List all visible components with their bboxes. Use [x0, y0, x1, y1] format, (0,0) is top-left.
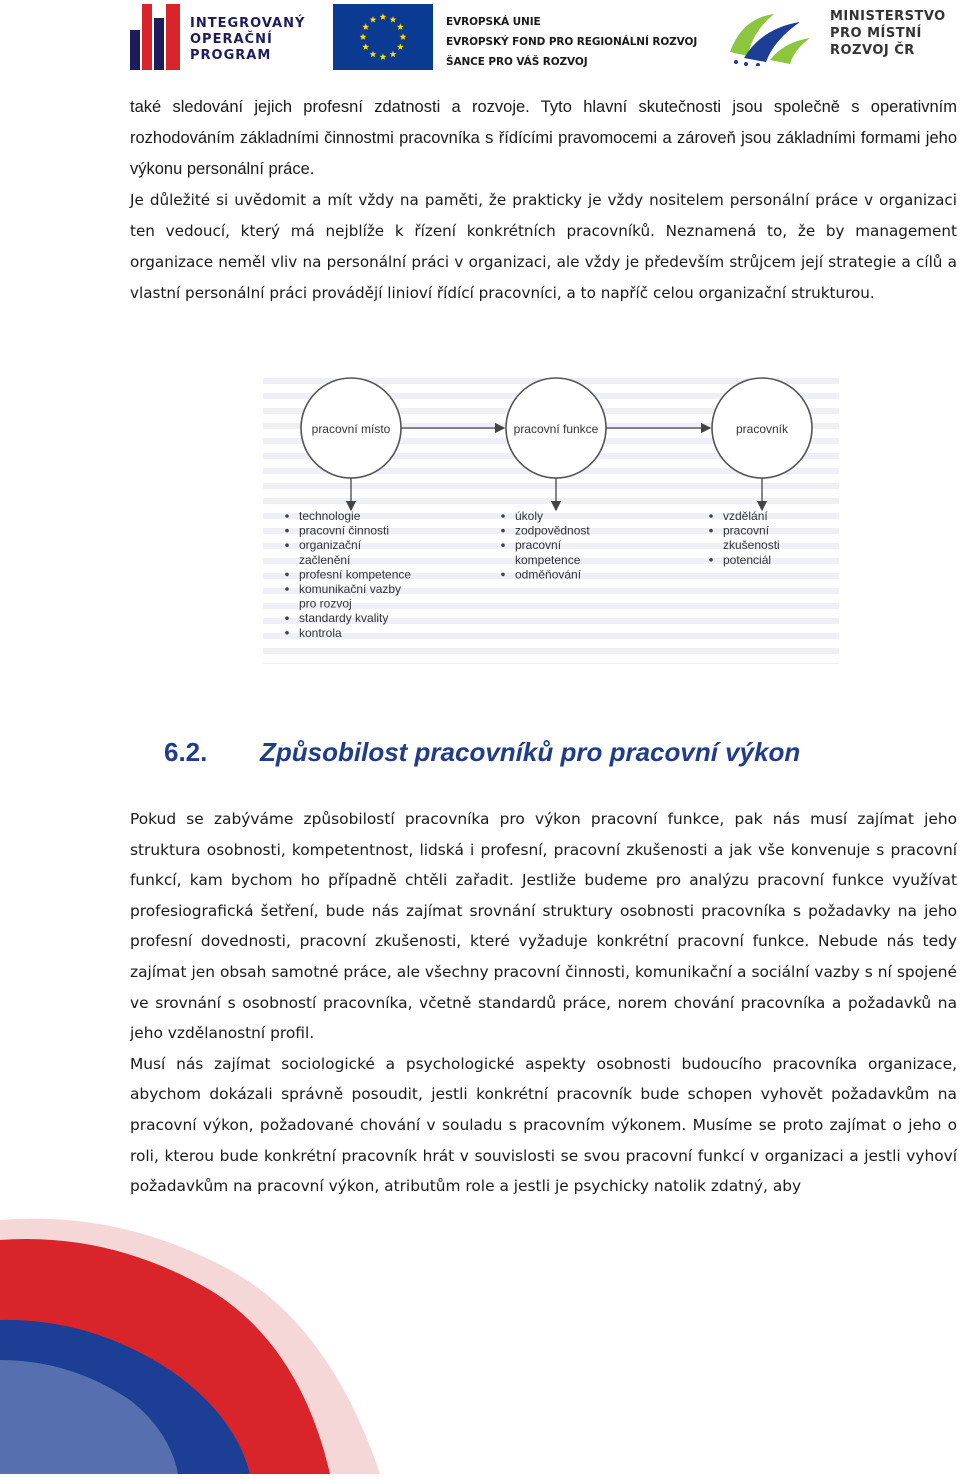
- iop-logo: [130, 4, 310, 70]
- bullet-icon: [285, 631, 289, 635]
- bullet-icon: [285, 529, 289, 533]
- eu-star-icon: [360, 33, 367, 40]
- background-line: [263, 648, 839, 654]
- diagram-list-item: organizační: [299, 538, 362, 553]
- background-line: [263, 498, 839, 504]
- diagram-list-item: úkoly: [515, 509, 544, 523]
- bullet-icon: [285, 543, 289, 547]
- diagram-list-item: vzdělání: [723, 509, 768, 523]
- eu-star-icon: [370, 16, 377, 23]
- paragraph-1: také sledování jejich profesní zdatnosti a rozvoje. Tyto hlavní skutečnosti jsou společně s operativním rozhodováním základními činnostmi pracovníka s řídícími pravomocemi a zároveň jsou základními formami jeho výkonu personální práce.: [130, 98, 957, 178]
- section-text: [130, 804, 957, 1202]
- diagram-figure: [263, 368, 839, 664]
- eu-star-icon: [397, 23, 404, 30]
- eu-star-icon: [362, 43, 369, 50]
- intro-text: [130, 92, 957, 309]
- bullet-icon: [709, 558, 713, 562]
- diagram-list-item: pracovní: [515, 538, 562, 553]
- iop-logo-text: INTEGROVANÝ OPERAČNÍ PROGRAM: [190, 16, 306, 63]
- eu-star-icon: [390, 16, 397, 23]
- bullet-icon: [501, 529, 505, 533]
- diagram-list-item: pro rozvoj: [299, 596, 352, 611]
- footer-decoration: [0, 1210, 960, 1474]
- diagram-node-label: pracovní funkce: [513, 422, 599, 436]
- bullet-icon: [501, 573, 505, 577]
- bullet-icon: [501, 543, 505, 547]
- eu-star-icon: [362, 23, 369, 30]
- diagram-list-item: kompetence: [515, 552, 581, 567]
- diagram-node-label: pracovní místo: [311, 422, 391, 436]
- diagram-list-item: komunikační vazby: [299, 582, 402, 596]
- eu-flag-icon: [333, 4, 433, 70]
- bullet-icon: [285, 616, 289, 620]
- section-heading: [164, 737, 800, 768]
- diagram-list-item: zkušenosti: [723, 538, 780, 553]
- diagram-list-item: začlenění: [299, 552, 351, 567]
- diagram-list-item: pracovní činnosti: [299, 523, 390, 538]
- background-line: [263, 483, 839, 489]
- diagram-list-item: pracovní: [723, 523, 770, 538]
- paragraph-3: Pokud se zabýváme způsobilostí pracovníka pro výkon pracovní funkce, pak nás musí zajímat jeho struktura osobnosti, kompetentnost, lidská i profesní, pracovní zkušenosti a jak vše konvenuje s pracovní funkcí, kam bychom ho případně chtěli zařadit. Jestliže budeme pro analýzu pracovní funkce využívat profesiografická šetření, bude nás zajímat srovnání struktury osobnosti pracovníka s požadavky na jeho profesní dovednosti, pracovní zkušenosti, které vyžaduje konkrétní pracovní funkce. Nebude nás tedy zajímat jen obsah samotné práce, ale všechny pracovní činnosti, komunikační a sociální vazby s ní spojené ve srovnání s osobností pracovníka, včetně standardů práce, norem chování pracovníka a požadavků na jeho vzdělanostní profil.: [130, 810, 957, 1043]
- eu-star-icon: [390, 51, 397, 58]
- mmr-logo-text: MINISTERSTVO PRO MÍSTNÍ ROZVOJ ČR: [830, 9, 946, 58]
- diagram-node-label: pracovník: [735, 422, 789, 436]
- bullet-icon: [285, 573, 289, 577]
- eu-star-icon: [380, 53, 387, 60]
- diagram-list-item: zodpovědnost: [515, 523, 590, 538]
- diagram-list-item: profesní kompetence: [299, 567, 412, 582]
- paragraph-2: Je důležité si uvědomit a mít vždy na paměti, že prakticky je vždy nositelem personální práce v organizaci ten vedoucí, který má nejblíže k řízení konkrétních pracovníků. Neznamená to, že by management organizace neměl vliv na personální práci v organizaci, ale vždy je především strůjcem její strategie a cílů a vlastní personální práci provádějí linioví řídící pracovníci, a to napříč celou organizační strukturou.: [130, 191, 957, 302]
- diagram-list-item: potenciál: [723, 552, 772, 567]
- background-line: [263, 633, 839, 639]
- paragraph-4: Musí nás zajímat sociologické a psychologické aspekty osobnosti budoucího pracovníka organizace, abychom dokázali správně posoudit, jestli konkrétní pracovník bude schopen vyhovět požadavkům na pracovní výkon, požadované chování v souladu s pracovním výkonem. Musíme se proto zajímat o jeho o roli, kterou bude konkrétní pracovník hrát v souvislosti se svou pracovní funkcí v organizaci a jestli vyhoví požadavkům na pracovní výkon, atributům role a jestli je psychicky natolik zdatný, aby: [130, 1054, 957, 1196]
- iop-logo-icon: [130, 4, 182, 70]
- diagram-list-item: kontrola: [299, 625, 342, 640]
- eu-star-icon: [397, 43, 404, 50]
- diagram-list-item: technologie: [299, 509, 361, 523]
- bullet-icon: [709, 529, 713, 533]
- bullet-icon: [501, 514, 505, 518]
- background-line: [263, 663, 839, 664]
- eu-text: EVROPSKÁ UNIE EVROPSKÝ FOND PRO REGIONÁLNÍ ROZVOJ ŠANCE PRO VÁŠ ROZVOJ: [446, 16, 698, 68]
- bullet-icon: [285, 587, 289, 591]
- bullet-icon: [709, 514, 713, 518]
- eu-star-icon: [400, 33, 407, 40]
- bullet-icon: [285, 514, 289, 518]
- section-number: 6.2.: [164, 737, 208, 767]
- diagram: [263, 368, 839, 664]
- page-header: [0, 0, 960, 78]
- diagram-list-item: odměňování: [515, 567, 582, 582]
- section-title: Způsobilost pracovníků pro pracovní výkon: [260, 737, 801, 767]
- eu-stars: [333, 4, 433, 70]
- mmr-logo-icon: [722, 8, 814, 66]
- diagram-list-item: standardy kvality: [299, 611, 389, 626]
- eu-star-icon: [370, 51, 377, 58]
- eu-star-icon: [380, 13, 387, 20]
